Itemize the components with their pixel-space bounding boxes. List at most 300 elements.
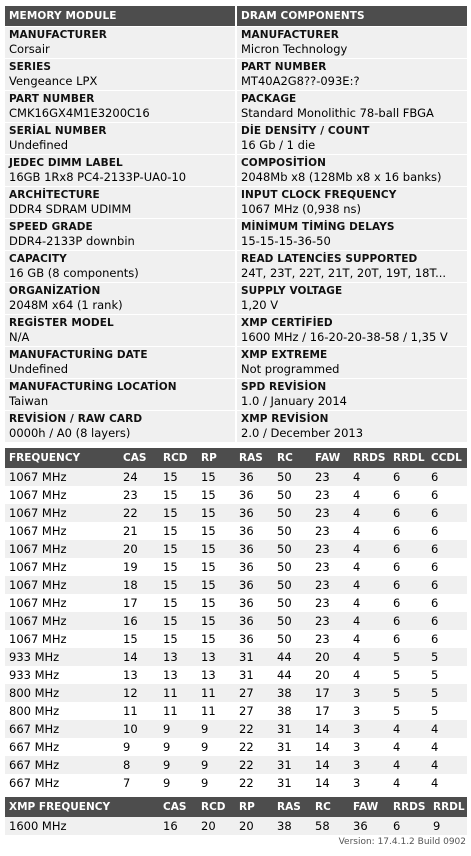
cell-rrdl: 6 [389,576,427,594]
cell-ras: 36 [235,630,273,648]
cell-cas: 20 [119,540,159,558]
field-value: CMK16GX4M1E3200C16 [9,106,150,120]
memory-module-panel [5,6,235,443]
cell-rp: 15 [197,576,235,594]
version-label: Version: 17.4.1.2 Build 0902 [338,837,466,847]
cell-rc: 50 [273,612,311,630]
field-label: JEDEC DIMM LABEL [9,157,123,169]
field-label: MANUFACTURİNG DATE [9,349,148,361]
cell-rrdl: 4 [389,756,427,774]
field-label: MANUFACTURER [9,29,107,41]
cell-rcd: 15 [159,486,197,504]
cell-ccdl: 5 [427,702,467,720]
cell-rp: 13 [197,648,235,666]
cell-ras: 36 [235,558,273,576]
column-header-rp: RP [235,797,273,817]
table-row [5,702,467,720]
info-field-input-clock-frequency [237,187,467,218]
cell-rrdl: 6 [389,612,427,630]
cell-cas: 19 [119,558,159,576]
info-field-revi-si-on-raw-card [5,411,235,442]
table-row [5,594,467,612]
info-field-part-number [237,59,467,90]
cell-rc: 31 [273,756,311,774]
memory-module-header: MEMORY MODULE [5,6,235,26]
cell-cas: 24 [119,468,159,486]
cell-rp: 15 [197,540,235,558]
cell-frequency: 667 MHz [5,738,119,756]
column-header-ras: RAS [235,448,273,468]
cell-faw: 23 [311,504,349,522]
field-value: 16 Gb / 1 die [241,138,316,152]
cell-cas: 14 [119,648,159,666]
field-label: MANUFACTURİNG LOCATİON [9,381,177,393]
info-field-xmp-revi-si-on [237,411,467,442]
field-value: DDR4-2133P downbin [9,234,135,248]
cell-ccdl: 5 [427,648,467,666]
info-field-archi-tecture [5,187,235,218]
cell-rc: 50 [273,522,311,540]
info-field-seri-al-number [5,123,235,154]
cell-rcd: 13 [159,666,197,684]
column-header-frequency: FREQUENCY [5,448,119,468]
table-row [5,558,467,576]
cell-faw: 14 [311,774,349,792]
cell-rc: 50 [273,468,311,486]
cell-rc: 58 [311,817,349,835]
cell-rp: 11 [197,702,235,720]
field-label: MİNİMUM TİMİNG DELAYS [241,221,395,233]
cell-frequency: 667 MHz [5,774,119,792]
column-header-rcd: RCD [197,797,235,817]
xmp-table [5,797,467,835]
field-value: 2048Mb x8 (128Mb x8 x 16 banks) [241,170,442,184]
cell-rrds: 3 [349,720,389,738]
cell-frequency: 1067 MHz [5,504,119,522]
cell-rp: 15 [197,630,235,648]
cell-rrds: 3 [349,774,389,792]
cell-rcd: 15 [159,630,197,648]
cell-cas: 22 [119,504,159,522]
cell-faw: 23 [311,630,349,648]
field-label: MANUFACTURER [241,29,339,41]
column-header-faw: FAW [311,448,349,468]
cell-ras: 36 [235,594,273,612]
info-field-manufacturi-ng-locati-on [5,379,235,410]
field-label: SUPPLY VOLTAGE [241,285,343,297]
cell-rp: 15 [197,594,235,612]
cell-rp: 15 [197,486,235,504]
cell-ras: 36 [235,504,273,522]
cell-faw: 14 [311,738,349,756]
cell-cas: 11 [119,702,159,720]
cell-cas: 23 [119,486,159,504]
cell-rc: 38 [273,702,311,720]
cell-rrds: 3 [349,738,389,756]
cell-rrds: 3 [349,756,389,774]
cell-rrds: 4 [349,612,389,630]
timings-table [5,448,467,792]
cell-frequency: 933 MHz [5,648,119,666]
info-field-part-number [5,91,235,122]
cell-frequency: 1067 MHz [5,594,119,612]
cell-faw: 23 [311,558,349,576]
table-row [5,648,467,666]
info-field-xmp-certi-fi-ed [237,315,467,346]
table-row [5,612,467,630]
cell-rrdl: 9 [429,817,467,835]
field-label: READ LATENCİES SUPPORTED [241,253,418,265]
cell-ras: 36 [235,522,273,540]
cell-rcd: 15 [159,558,197,576]
cell-rc: 50 [273,504,311,522]
cell-ccdl: 6 [427,594,467,612]
info-field-jedec-dimm-label [5,155,235,186]
table-row [5,756,467,774]
cell-rcd: 15 [159,468,197,486]
field-value: Standard Monolithic 78-ball FBGA [241,106,434,120]
cell-rc: 31 [273,738,311,756]
field-label: XMP CERTİFİED [241,317,333,329]
cell-ras: 38 [273,817,311,835]
cell-frequency: 1067 MHz [5,558,119,576]
cell-frequency: 1067 MHz [5,468,119,486]
table-row [5,720,467,738]
info-field-xmp-extreme [237,347,467,378]
column-header-rc: RC [273,448,311,468]
field-value: Undefined [9,362,68,376]
cell-ras: 27 [235,684,273,702]
cell-cas: 15 [119,630,159,648]
cell-rrdl: 6 [389,630,427,648]
cell-rrds: 4 [349,504,389,522]
field-label: INPUT CLOCK FREQUENCY [241,189,397,201]
cell-faw: 17 [311,684,349,702]
cell-rcd: 15 [159,612,197,630]
cell-rcd: 11 [159,684,197,702]
field-label: PACKAGE [241,93,297,105]
cell-ccdl: 6 [427,612,467,630]
table-row [5,738,467,756]
cell-rp: 15 [197,468,235,486]
cell-rp: 20 [235,817,273,835]
cell-faw: 14 [311,720,349,738]
cell-cas: 12 [119,684,159,702]
field-label: ORGANİZATİON [9,285,101,297]
column-header-rrdl: RRDL [429,797,467,817]
info-field-read-latenci-es-supported [237,251,467,282]
field-value: 24T, 23T, 22T, 21T, 20T, 19T, 18T... [241,266,447,280]
cell-rrdl: 5 [389,684,427,702]
field-label: PART NUMBER [241,61,327,73]
table-row [5,774,467,792]
cell-ccdl: 6 [427,468,467,486]
cell-rrdl: 4 [389,774,427,792]
cell-ccdl: 6 [427,504,467,522]
field-value: 1.0 / January 2014 [241,394,347,408]
cell-rp: 15 [197,612,235,630]
field-value: 2048M x64 (1 rank) [9,298,123,312]
cell-cas: 17 [119,594,159,612]
cell-cas: 18 [119,576,159,594]
field-value: Not programmed [241,362,340,376]
table-row [5,486,467,504]
cell-rcd: 20 [197,817,235,835]
field-value: DDR4 SDRAM UDIMM [9,202,132,216]
info-field-composi-ti-on [237,155,467,186]
info-field-supply-voltage [237,283,467,314]
field-value: 16 GB (8 components) [9,266,139,280]
cell-frequency: 933 MHz [5,666,119,684]
info-field-speed-grade [5,219,235,250]
table-row [5,468,467,486]
info-field-series [5,59,235,90]
field-label: SERIES [9,61,52,73]
cell-rc: 50 [273,630,311,648]
field-value: 0000h / A0 (8 layers) [9,426,131,440]
field-label: XMP REVİSİON [241,413,329,425]
cell-frequency: 1067 MHz [5,630,119,648]
table-row [5,504,467,522]
cell-faw: 23 [311,612,349,630]
cell-rrds: 4 [349,576,389,594]
cell-rrdl: 5 [389,666,427,684]
cell-rrds: 4 [349,630,389,648]
info-field-spd-revi-si-on [237,379,467,410]
cell-ccdl: 4 [427,720,467,738]
field-label: PART NUMBER [9,93,95,105]
cell-ras: 22 [235,738,273,756]
cell-xmp-frequency: 1600 MHz [5,817,159,835]
cell-rrdl: 6 [389,486,427,504]
cell-rrdl: 6 [389,522,427,540]
cell-rrds: 3 [349,684,389,702]
cell-rrdl: 6 [389,504,427,522]
cell-rrds: 4 [349,558,389,576]
cell-ras: 31 [235,666,273,684]
cell-rrds: 4 [349,486,389,504]
cell-rrdl: 5 [389,702,427,720]
cell-ras: 22 [235,720,273,738]
cell-frequency: 1067 MHz [5,540,119,558]
info-field-package [237,91,467,122]
cell-frequency: 667 MHz [5,720,119,738]
cell-frequency: 1067 MHz [5,486,119,504]
cell-rc: 31 [273,720,311,738]
cell-rp: 9 [197,720,235,738]
cell-faw: 17 [311,702,349,720]
info-field-manufacturi-ng-date [5,347,235,378]
cell-rrds: 4 [349,468,389,486]
column-header-xmp-frequency: XMP FREQUENCY [5,797,159,817]
column-header-rcd: RCD [159,448,197,468]
column-header-rrds: RRDS [389,797,429,817]
cell-rp: 9 [197,774,235,792]
field-value: Undefined [9,138,68,152]
cell-rcd: 15 [159,594,197,612]
info-field-di-e-densi-ty-count [237,123,467,154]
cell-ras: 27 [235,702,273,720]
cell-cas: 16 [159,817,197,835]
field-label: ARCHİTECTURE [9,189,100,201]
cell-rc: 31 [273,774,311,792]
cell-faw: 23 [311,594,349,612]
field-label: SERİAL NUMBER [9,125,107,137]
table-row [5,576,467,594]
cell-rrdl: 6 [389,540,427,558]
cell-rcd: 9 [159,738,197,756]
cell-rcd: 9 [159,720,197,738]
field-label: XMP EXTREME [241,349,328,361]
cell-rrdl: 4 [389,738,427,756]
cell-rc: 44 [273,648,311,666]
cell-rrds: 4 [349,594,389,612]
cell-ccdl: 6 [427,630,467,648]
column-header-rp: RP [197,448,235,468]
cell-rcd: 15 [159,576,197,594]
cell-faw: 23 [311,486,349,504]
cell-ras: 36 [235,540,273,558]
cell-rrdl: 5 [389,648,427,666]
cell-rc: 44 [273,666,311,684]
cell-faw: 36 [349,817,389,835]
cell-rrdl: 6 [389,468,427,486]
cell-ras: 36 [235,486,273,504]
cell-ras: 36 [235,612,273,630]
cell-rp: 9 [197,738,235,756]
column-header-rc: RC [311,797,349,817]
table-row [5,630,467,648]
column-header-rrds: RRDS [349,448,389,468]
field-value: 2.0 / December 2013 [241,426,364,440]
cell-rrdl: 6 [389,594,427,612]
cell-cas: 9 [119,738,159,756]
table-row [5,684,467,702]
cell-rrds: 4 [349,666,389,684]
info-field-manufacturer [237,27,467,58]
cell-rcd: 15 [159,540,197,558]
cell-frequency: 1067 MHz [5,612,119,630]
cell-rcd: 13 [159,648,197,666]
info-section [5,6,467,443]
cell-rc: 50 [273,576,311,594]
cell-ccdl: 6 [427,486,467,504]
cell-rp: 15 [197,558,235,576]
field-label: REVİSİON / RAW CARD [9,413,143,425]
cell-ras: 36 [235,576,273,594]
cell-ras: 31 [235,648,273,666]
field-label: CAPACITY [9,253,67,265]
cell-rrdl: 6 [389,558,427,576]
cell-frequency: 667 MHz [5,756,119,774]
dram-components-header: DRAM COMPONENTS [237,6,467,26]
cell-rc: 50 [273,486,311,504]
cell-frequency: 800 MHz [5,702,119,720]
cell-rcd: 15 [159,522,197,540]
cell-cas: 16 [119,612,159,630]
cell-faw: 20 [311,648,349,666]
cell-ccdl: 6 [427,558,467,576]
field-value: Taiwan [9,394,49,408]
cell-rp: 13 [197,666,235,684]
info-field-manufacturer [5,27,235,58]
field-value: 16GB 1Rx8 PC4-2133P-UA0-10 [9,170,187,184]
cell-rp: 15 [197,522,235,540]
cell-faw: 20 [311,666,349,684]
field-value: MT40A2G8??-093E:? [241,74,360,88]
field-value: N/A [9,330,30,344]
cell-frequency: 1067 MHz [5,576,119,594]
cell-rcd: 9 [159,774,197,792]
table-row [5,817,467,835]
cell-rrds: 6 [389,817,429,835]
field-value: Micron Technology [241,42,348,56]
cell-rc: 50 [273,594,311,612]
cell-ras: 36 [235,468,273,486]
cell-ccdl: 4 [427,738,467,756]
field-label: SPEED GRADE [9,221,93,233]
field-value: 1,20 V [241,298,279,312]
column-header-faw: FAW [349,797,389,817]
field-value: Vengeance LPX [9,74,98,88]
cell-ccdl: 5 [427,666,467,684]
cell-frequency: 800 MHz [5,684,119,702]
column-header-ccdl: CCDL [427,448,467,468]
info-field-mi-ni-mum-ti-mi-ng-delays [237,219,467,250]
cell-rc: 50 [273,540,311,558]
cell-ccdl: 5 [427,684,467,702]
cell-faw: 23 [311,576,349,594]
cell-ras: 22 [235,756,273,774]
cell-ccdl: 6 [427,576,467,594]
table-row [5,522,467,540]
cell-faw: 23 [311,468,349,486]
table-row [5,540,467,558]
info-field-capacity [5,251,235,282]
cell-rp: 11 [197,684,235,702]
cell-ccdl: 4 [427,756,467,774]
column-header-rrdl: RRDL [389,448,427,468]
field-label: REGİSTER MODEL [9,317,114,329]
cell-rc: 50 [273,558,311,576]
field-label: COMPOSİTİON [241,157,327,169]
cell-rcd: 9 [159,756,197,774]
column-header-cas: CAS [159,797,197,817]
cell-ccdl: 4 [427,774,467,792]
cell-rp: 9 [197,756,235,774]
dram-components-panel [237,6,467,443]
info-field-regi-ster-model [5,315,235,346]
cell-frequency: 1067 MHz [5,522,119,540]
field-value: Corsair [9,42,50,56]
cell-rcd: 11 [159,702,197,720]
column-header-cas: CAS [119,448,159,468]
cell-faw: 23 [311,522,349,540]
cell-cas: 21 [119,522,159,540]
table-row [5,666,467,684]
cell-cas: 13 [119,666,159,684]
cell-cas: 8 [119,756,159,774]
cell-cas: 10 [119,720,159,738]
cell-rp: 15 [197,504,235,522]
cell-ccdl: 6 [427,540,467,558]
column-header-ras: RAS [273,797,311,817]
info-field-organi-zati-on [5,283,235,314]
cell-rrds: 4 [349,522,389,540]
field-label: DİE DENSİTY / COUNT [241,125,370,137]
cell-rcd: 15 [159,504,197,522]
cell-rrds: 4 [349,648,389,666]
